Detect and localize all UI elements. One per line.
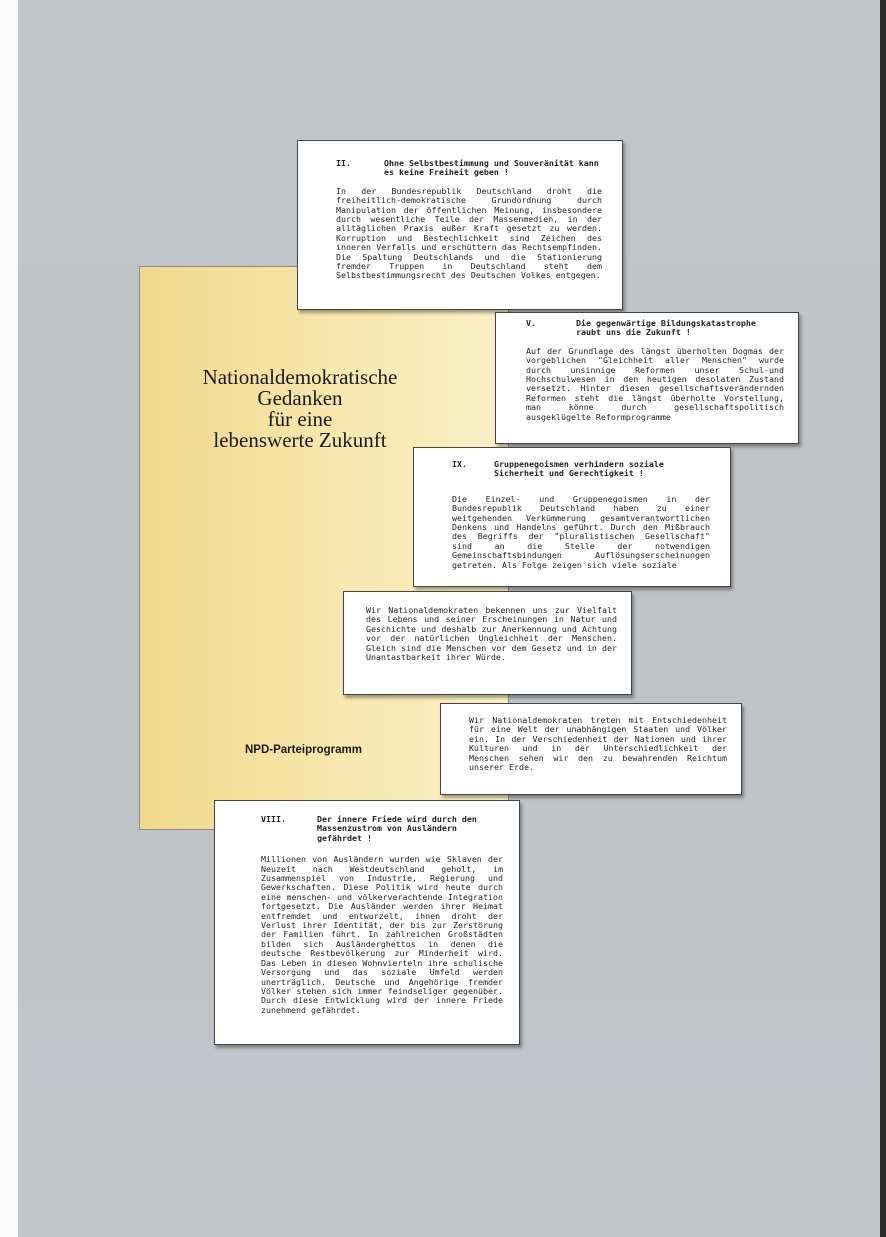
statement-box-nations [440,703,742,795]
section-title: Ohne Selbstbestimmung und Souveränität kann es keine Freiheit geben ! [384,158,599,178]
section-title: Der innere Friede wird durch den Massenzustrom von Ausländern gefährdet ! [317,814,477,843]
section-number: IX. [452,459,467,469]
section-header [336,159,602,178]
cover-title-line: Gedanken [257,386,343,410]
cover-title [140,367,460,451]
statement-body: Wir Nationaldemokraten treten mit Entschiedenheit für eine Welt der unabhängigen Staaten und Völker ein. In der Verschiedenheit der Nationen und ihrer Kulturen und in der Unterschiedlichkeit der Menschen sehen wir den zu bewahrenden Reichtum unserer Erde. [469,715,727,773]
statement-box-diversity [343,591,632,695]
statement-body: Wir Nationaldemokraten bekennen uns zur Vielfalt des Lebens und seiner Erscheinungen in Natur und Geschichte und deshalb zur Anerkennung und Achtung vor der natürlichen Ungleichheit der Menschen. Gleich sind die Menschen vor dem Gesetz und in der Unantastbarkeit ihrer Würde. [366,605,617,663]
section-box-ix [413,447,731,587]
cover-title-line: lebenswerte Zukunft [213,428,387,452]
page-edge [880,0,886,1237]
section-title: Die gegenwärtige Bildungskatastrophe raubt uns die Zukunft ! [576,318,756,338]
section-body: Auf der Grundlage des längst überholten Dogmas der vorgeblichen "Gleichheit aller Menschen" wurde durch unsinnige Reformen unser Schul-und Hochschulwesen in den heutigen desolaten Zustand versetzt. Hinter diesen gesellschaftsverändernden Reformen steht die längst überholte Vorstellung, man könne durch gesellschaftspolitisch ausgeklügelte Reformprogramme [526,345,784,422]
section-body: In der Bundesrepublik Deutschland droht die freiheitlich-demokratische Grundordnung durch Manipulation der öffentlichen Meinung, insbesondere durch wesentliche Teile der Massenmedien, in der alltäglichen Praxis außer Kraft gesetzt zu werden. Korruption und Bestechlichkeit sind Zeichen des inneren Verfalls und erschüttern das Rechtsempfinden. Die Spaltung Deutschlands und die Stationierung fremder Truppen in Deutschland steht dem Selbstbestimmungsrecht des Deutschen Volkes entgegen. [336,185,602,281]
section-box-ii [297,140,623,310]
section-title: Gruppenegoismen verhindern soziale Sicherheit und Gerechtigkeit ! [494,459,664,479]
section-body: Millionen von Ausländern wurden wie Sklaven der Neuzeit nach Westdeutschland geholt, im Zusammenspiel von Industrie, Regierung und Gewerkschaften. Diese Politik wird heute durch eine menschen- und völkerverachtende Integration fortgesetzt. Die Ausländer werden ihrer Heimat entfremdet und entwurzelt, ihnen droht der Verlust ihrer Identität, der bis zur Zerstörung der Familien führt. In zahlreichen Großstädten bilden sich Ausländerghettos in denen die deutsche Restbevölkerung zur Minderheit wird. Das Leben in diesen Wohnvierteln ihre schulische Versorgung und das soziale Umfeld werden unerträglich. Deutsche und Angehörige fremder Völker stehen sich immer feindseliger gegenüber. Durch diese Entwicklung wird der innere Friede zunehmend gefährdet. [261,854,503,1015]
section-box-v [495,312,799,444]
section-header [452,460,710,479]
section-number: VIII. [261,814,286,824]
section-header [261,815,503,843]
cover-subtitle: NPD-Parteiprogramm [245,744,362,756]
section-number: II. [336,158,351,168]
section-body: Die Einzel- und Gruppenegoismen in der Bundesrepublik Deutschland haben zu einer weitgehenden Verkümmerung gesamtverantwortlichen Denkens und Handelns geführt. Durch den Mißbrauch des Begriffs der "pluralistischen Gesellschaft" sind an die Stelle der notwendigen Gemeinschaftsbindungen Auflösungserscheinungen getreten. Als Folge zeigen sich viele soziale [452,493,710,570]
section-header [526,319,784,338]
cover-title-line: für eine [267,407,333,431]
section-number: V. [526,318,536,328]
cover-title-line: Nationaldemokratische [202,365,398,389]
section-box-viii [214,800,520,1045]
